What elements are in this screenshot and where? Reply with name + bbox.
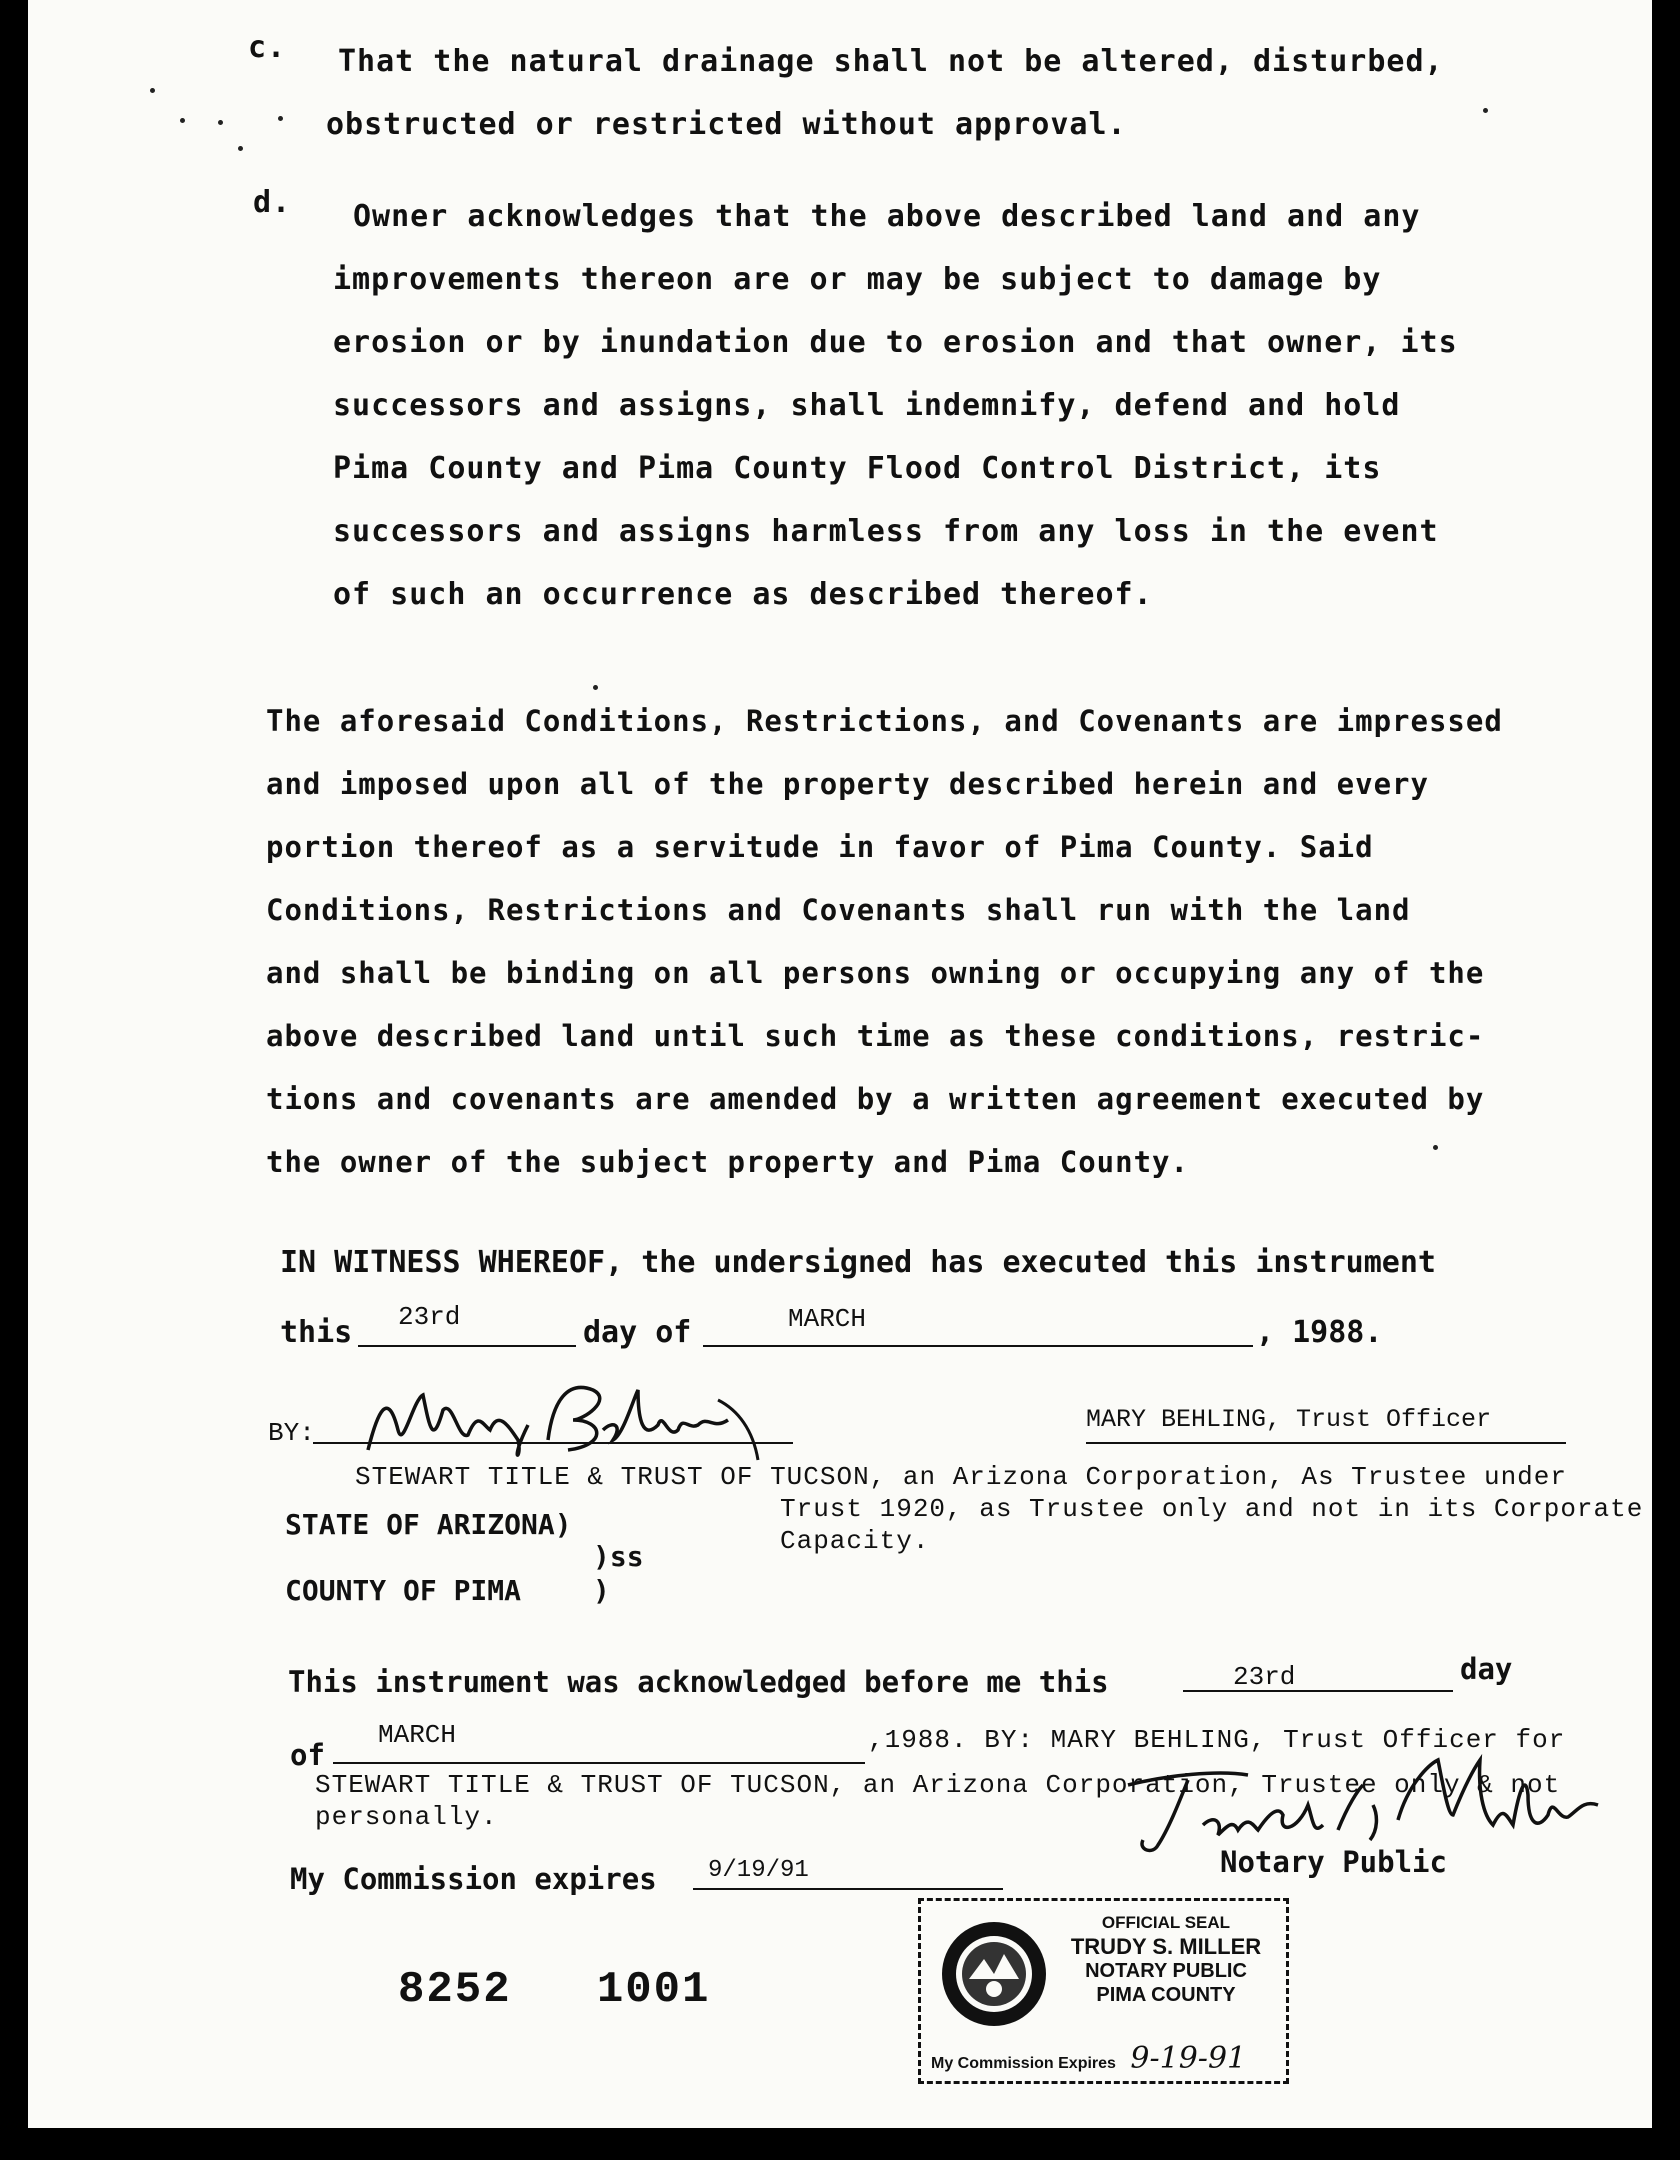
clause-d-line: of such an occurrence as described thereof. xyxy=(333,577,1153,612)
clause-d-line: erosion or by inundation due to erosion and that owner, its xyxy=(333,325,1458,360)
covenant-paragraph xyxy=(266,690,1503,1194)
trustee-line-3: Capacity. xyxy=(780,1526,930,1556)
commission-label: My Commission expires xyxy=(290,1862,657,1896)
seal-notary: NOTARY PUBLIC xyxy=(1085,1960,1247,1982)
scan-speck xyxy=(180,118,185,123)
seal-text xyxy=(1061,1911,1271,2007)
clause-d-line: improvements thereon are or may be subject to damage by xyxy=(333,262,1382,297)
state-seal-icon xyxy=(939,1919,1049,2029)
notary-public-label: Notary Public xyxy=(1220,1845,1447,1879)
by-label: BY: xyxy=(268,1418,315,1448)
clause-c-marker: c. xyxy=(248,30,287,65)
ack-month-value: MARCH xyxy=(378,1720,457,1750)
ack-personally: personally. xyxy=(315,1802,498,1832)
venue-ss: )ss xyxy=(593,1540,644,1573)
ack-statement: This instrument was acknowledged before me this xyxy=(288,1665,1109,1699)
venue-state: STATE OF ARIZONA) xyxy=(285,1508,572,1541)
scan-speck xyxy=(278,116,283,121)
scan-speck xyxy=(150,88,155,93)
seal-expiry xyxy=(931,2041,1246,2076)
trustee-line-2: Trust 1920, as Trustee only and not in its Corporate xyxy=(780,1494,1644,1524)
covenant-line: the owner of the subject property and Pima County. xyxy=(266,1145,1189,1179)
clause-c-line: That the natural drainage shall not be altered, disturbed, xyxy=(338,44,1444,79)
ack-day-line xyxy=(1183,1660,1453,1692)
covenant-line: above described land until such time as these conditions, restric- xyxy=(266,1019,1485,1053)
scan-speck xyxy=(238,146,243,151)
ack-by-line: ,1988. BY: MARY BEHLING, Trust Officer for xyxy=(868,1725,1566,1755)
seal-expiry-value: 9-19-91 xyxy=(1130,2041,1247,2076)
ack-company-line: STEWART TITLE & TRUST OF TUCSON, an Arizona Corporation, Trustee only & not xyxy=(315,1770,1561,1800)
clause-d-line: Pima County and Pima County Flood Control District, its xyxy=(333,451,1382,486)
ack-day-value: 23rd xyxy=(1233,1662,1296,1692)
clause-c-line: obstructed or restricted without approval. xyxy=(326,107,1127,142)
seal-name: TRUDY S. MILLER xyxy=(1070,1934,1262,1959)
witness-day-value: 23rd xyxy=(398,1302,461,1332)
covenant-line: tions and covenants are amended by a written agreement executed by xyxy=(266,1082,1485,1116)
commission-value: 9/19/91 xyxy=(708,1857,809,1884)
scan-speck xyxy=(218,120,223,125)
clause-c-text xyxy=(326,30,1444,156)
covenant-line: portion thereof as a servitude in favor of Pima County. Said xyxy=(266,830,1374,864)
seal-official: OFFICIAL SEAL xyxy=(1101,1913,1231,1932)
witness-day-line xyxy=(358,1315,576,1347)
notary-seal xyxy=(918,1898,1289,2084)
witness-month-value: MARCH xyxy=(788,1304,867,1334)
signer-title: MARY BEHLING, Trust Officer xyxy=(1086,1405,1492,1434)
seal-expiry-label: My Commission Expires xyxy=(931,2055,1116,2072)
clause-d-line: Owner acknowledges that the above described land and any xyxy=(353,199,1421,234)
trustee-company: STEWART TITLE & TRUST OF TUCSON, an Arizona Corporation, As Trustee under xyxy=(355,1462,1567,1492)
witness-year: , 1988. xyxy=(1256,1315,1383,1350)
scan-speck xyxy=(1483,108,1488,113)
clause-d-marker: d. xyxy=(253,185,292,220)
clause-d-line: successors and assigns, shall indemnify, defend and hold xyxy=(333,388,1401,423)
ack-day-label: day xyxy=(1460,1652,1513,1686)
signature-mary-behling xyxy=(358,1370,798,1470)
clause-d-line: successors and assigns harmless from any loss in the event xyxy=(333,514,1439,549)
witness-month-line xyxy=(703,1315,1253,1347)
witness-this-label: this xyxy=(280,1315,353,1350)
witness-statement: IN WITNESS WHEREOF, the undersigned has executed this instrument xyxy=(280,1245,1436,1280)
covenant-line: and imposed upon all of the property described herein and every xyxy=(266,767,1429,801)
venue-close-paren: ) xyxy=(593,1574,610,1607)
venue-county: COUNTY OF PIMA xyxy=(285,1574,522,1607)
covenant-line: The aforesaid Conditions, Restrictions, and Covenants are impressed xyxy=(266,704,1503,738)
clause-d-text xyxy=(333,185,1458,626)
seal-county: PIMA COUNTY xyxy=(1096,1984,1236,2006)
ack-of-label: of xyxy=(290,1738,325,1772)
covenant-line: Conditions, Restrictions and Covenants shall run with the land xyxy=(266,893,1411,927)
document-number: 8252 1001 xyxy=(398,1965,711,2015)
covenant-line: and shall be binding on all persons owning or occupying any of the xyxy=(266,956,1485,990)
document-page xyxy=(28,0,1652,2128)
witness-day-of-label: day of xyxy=(583,1315,692,1350)
